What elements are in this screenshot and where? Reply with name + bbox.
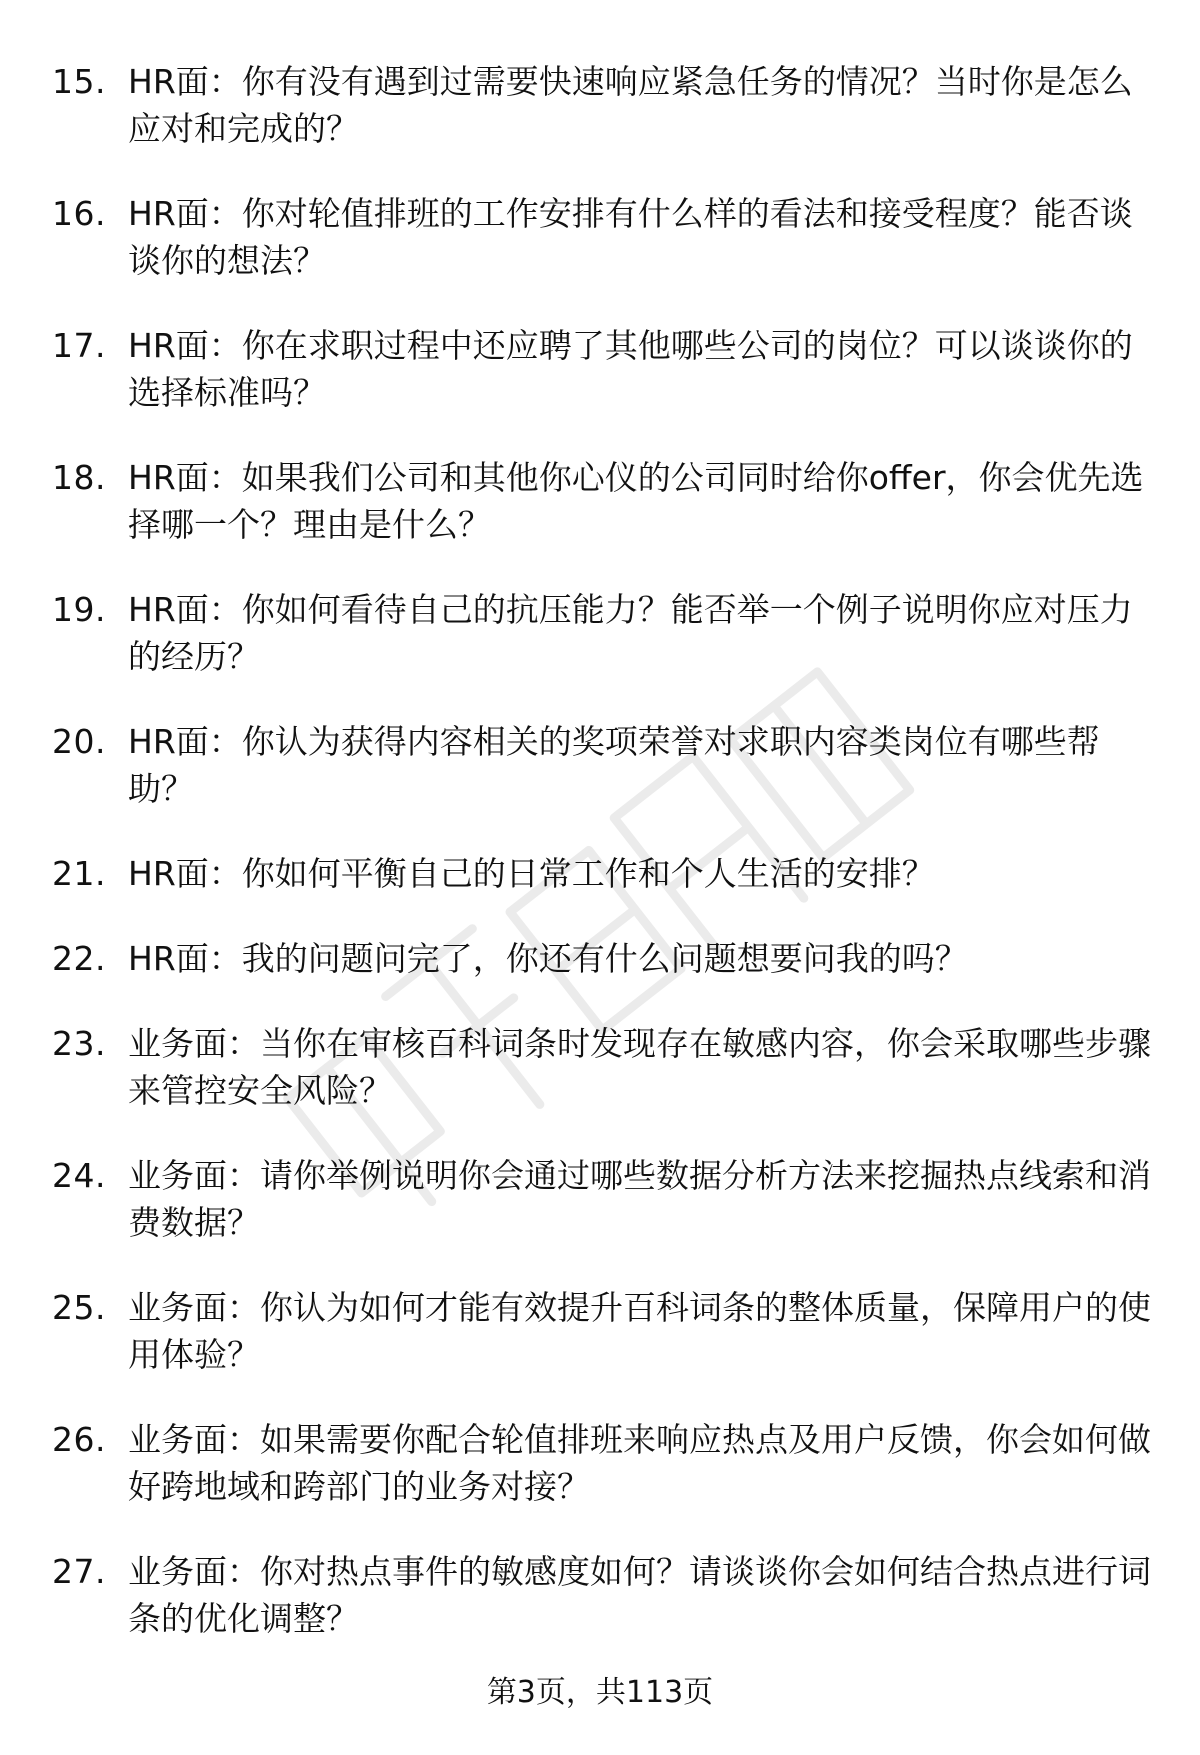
question-item [52, 718, 1162, 812]
question-text: HR面：你如何平衡自己的日常工作和个人生活的安排？ [128, 854, 935, 893]
question-item [52, 190, 1162, 284]
question-text: 业务面：如果需要你配合轮值排班来响应热点及用户反馈，你会如何做好跨地域和跨部门的业务对接？ [128, 1420, 1151, 1506]
question-item [52, 1284, 1162, 1378]
question-text: HR面：你认为获得内容相关的奖项荣誉对求职内容类岗位有哪些帮助？ [128, 722, 1100, 808]
question-number: 20. [52, 722, 106, 761]
question-item [52, 1548, 1162, 1642]
question-item [52, 58, 1162, 152]
question-number: 27. [52, 1552, 106, 1591]
question-number: 15. [52, 62, 106, 101]
question-item [52, 322, 1162, 416]
question-number: 26. [52, 1420, 106, 1459]
question-item [52, 586, 1162, 680]
question-number: 17. [52, 326, 106, 365]
question-text: 业务面：你认为如何才能有效提升百科词条的整体质量，保障用户的使用体验？ [128, 1288, 1151, 1374]
question-item [52, 1416, 1162, 1510]
question-number: 24. [52, 1156, 106, 1195]
question-text: 业务面：你对热点事件的敏感度如何？请谈谈你会如何结合热点进行词条的优化调整？ [128, 1552, 1151, 1638]
question-item [52, 935, 1162, 982]
question-number: 18. [52, 458, 106, 497]
question-text: 业务面：请你举例说明你会通过哪些数据分析方法来挖掘热点线索和消费数据？ [128, 1156, 1151, 1242]
question-number: 21. [52, 854, 106, 893]
question-item [52, 850, 1162, 897]
question-text: HR面：如果我们公司和其他你心仪的公司同时给你offer，你会优先选择哪一个？理由是什么？ [128, 458, 1144, 544]
question-text: HR面：你在求职过程中还应聘了其他哪些公司的岗位？可以谈谈你的选择标准吗？ [128, 326, 1133, 412]
question-text: HR面：你有没有遇到过需要快速响应紧急任务的情况？当时你是怎么应对和完成的？ [128, 62, 1133, 148]
question-list [52, 58, 1162, 1680]
question-text: HR面：你如何看待自己的抗压能力？能否举一个例子说明你应对压力的经历？ [128, 590, 1133, 676]
question-number: 19. [52, 590, 106, 629]
question-text: HR面：我的问题问完了，你还有什么问题想要问我的吗？ [128, 939, 968, 978]
question-item [52, 1152, 1162, 1246]
question-number: 22. [52, 939, 106, 978]
question-number: 16. [52, 194, 106, 233]
page-footer: 第3页，共113页 [486, 1675, 714, 1710]
question-number: 25. [52, 1288, 106, 1327]
question-number: 23. [52, 1024, 106, 1063]
question-text: 业务面：当你在审核百科词条时发现存在敏感内容，你会采取哪些步骤来管控安全风险？ [128, 1024, 1151, 1110]
question-item [52, 1020, 1162, 1114]
question-item [52, 454, 1162, 548]
question-text: HR面：你对轮值排班的工作安排有什么样的看法和接受程度？能否谈谈你的想法？ [128, 194, 1133, 280]
